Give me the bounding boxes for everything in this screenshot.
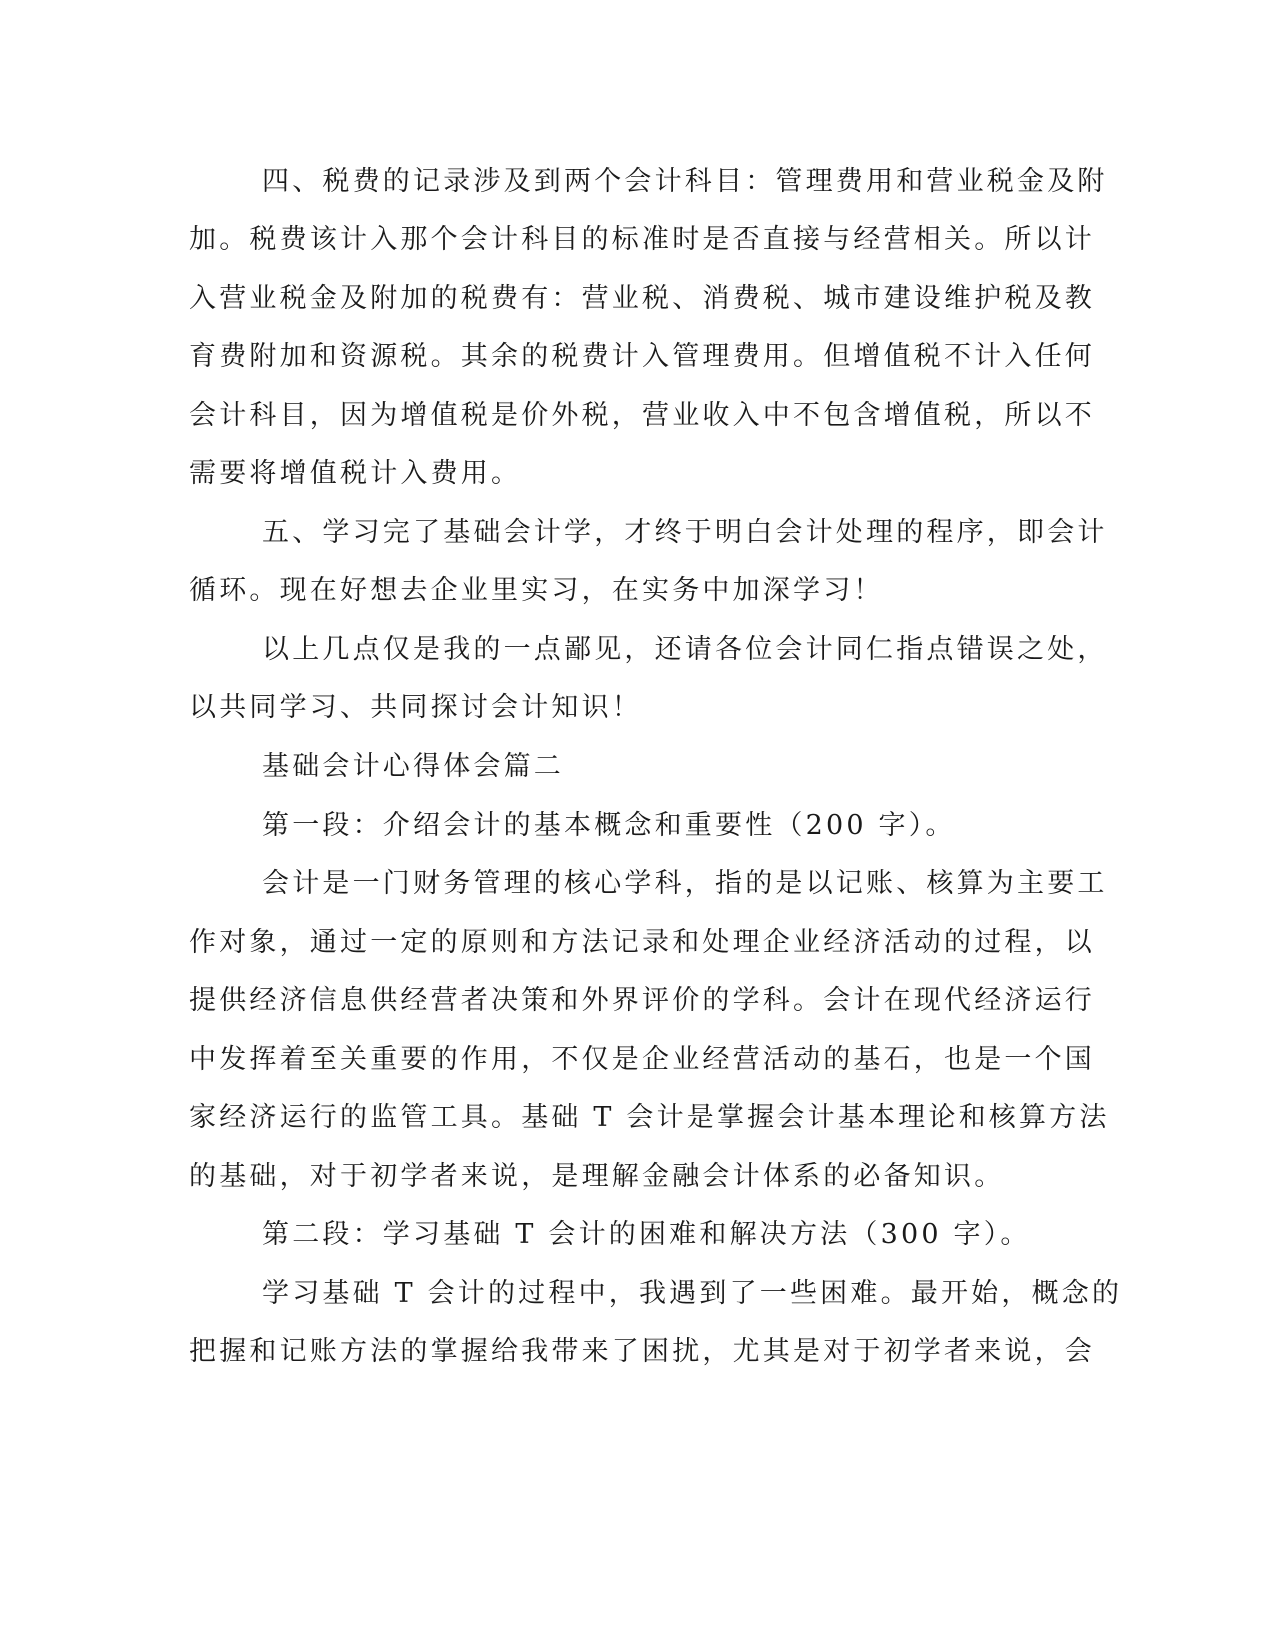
- text-line: 作对象，通过一定的原则和方法记录和处理企业经济活动的过程，以: [189, 927, 1095, 958]
- text-line: 需要将增值税计入费用。: [189, 458, 522, 489]
- text-line: 提供经济信息供经营者决策和外界评价的学科。会计在现代经济运行: [189, 985, 1095, 1016]
- text-line: 循环。现在好想去企业里实习，在实务中加深学习！: [189, 575, 884, 606]
- text-line: 以上几点仅是我的一点鄙见，还请各位会计同仁指点错误之处，: [262, 634, 1108, 665]
- text-line: 会计科目，因为增值税是价外税，营业收入中不包含增值税，所以不: [189, 400, 1095, 431]
- text-line: 学习基础 T 会计的过程中，我遇到了一些困难。最开始，概念的: [262, 1278, 1123, 1309]
- text-line: 以共同学习、共同探讨会计知识！: [189, 692, 642, 723]
- text-line: 育费附加和资源税。其余的税费计入管理费用。但增值税不计入任何: [189, 341, 1095, 372]
- paragraph-heading: 第二段：学习基础 T 会计的困难和解决方法（300 字）。: [262, 1219, 1031, 1250]
- text-line: 四、税费的记录涉及到两个会计科目：管理费用和营业税金及附: [262, 166, 1108, 197]
- text-line: 入营业税金及附加的税费有：营业税、消费税、城市建设维护税及教: [189, 283, 1095, 314]
- text-line: 把握和记账方法的掌握给我带来了困扰，尤其是对于初学者来说，会: [189, 1336, 1095, 1367]
- text-line: 中发挥着至关重要的作用，不仅是企业经营活动的基石，也是一个国: [189, 1044, 1095, 1075]
- text-line: 家经济运行的监管工具。基础 T 会计是掌握会计基本理论和核算方法: [189, 1102, 1110, 1133]
- text-line: 的基础，对于初学者来说，是理解金融会计体系的必备知识。: [189, 1161, 1005, 1192]
- text-line: 五、学习完了基础会计学，才终于明白会计处理的程序，即会计: [262, 517, 1108, 548]
- text-line: 加。税费该计入那个会计科目的标准时是否直接与经营相关。所以计: [189, 224, 1095, 255]
- section-heading: 基础会计心得体会篇二: [262, 751, 564, 782]
- paragraph-heading: 第一段：介绍会计的基本概念和重要性（200 字）。: [262, 810, 956, 841]
- text-line: 会计是一门财务管理的核心学科，指的是以记账、核算为主要工: [262, 868, 1108, 899]
